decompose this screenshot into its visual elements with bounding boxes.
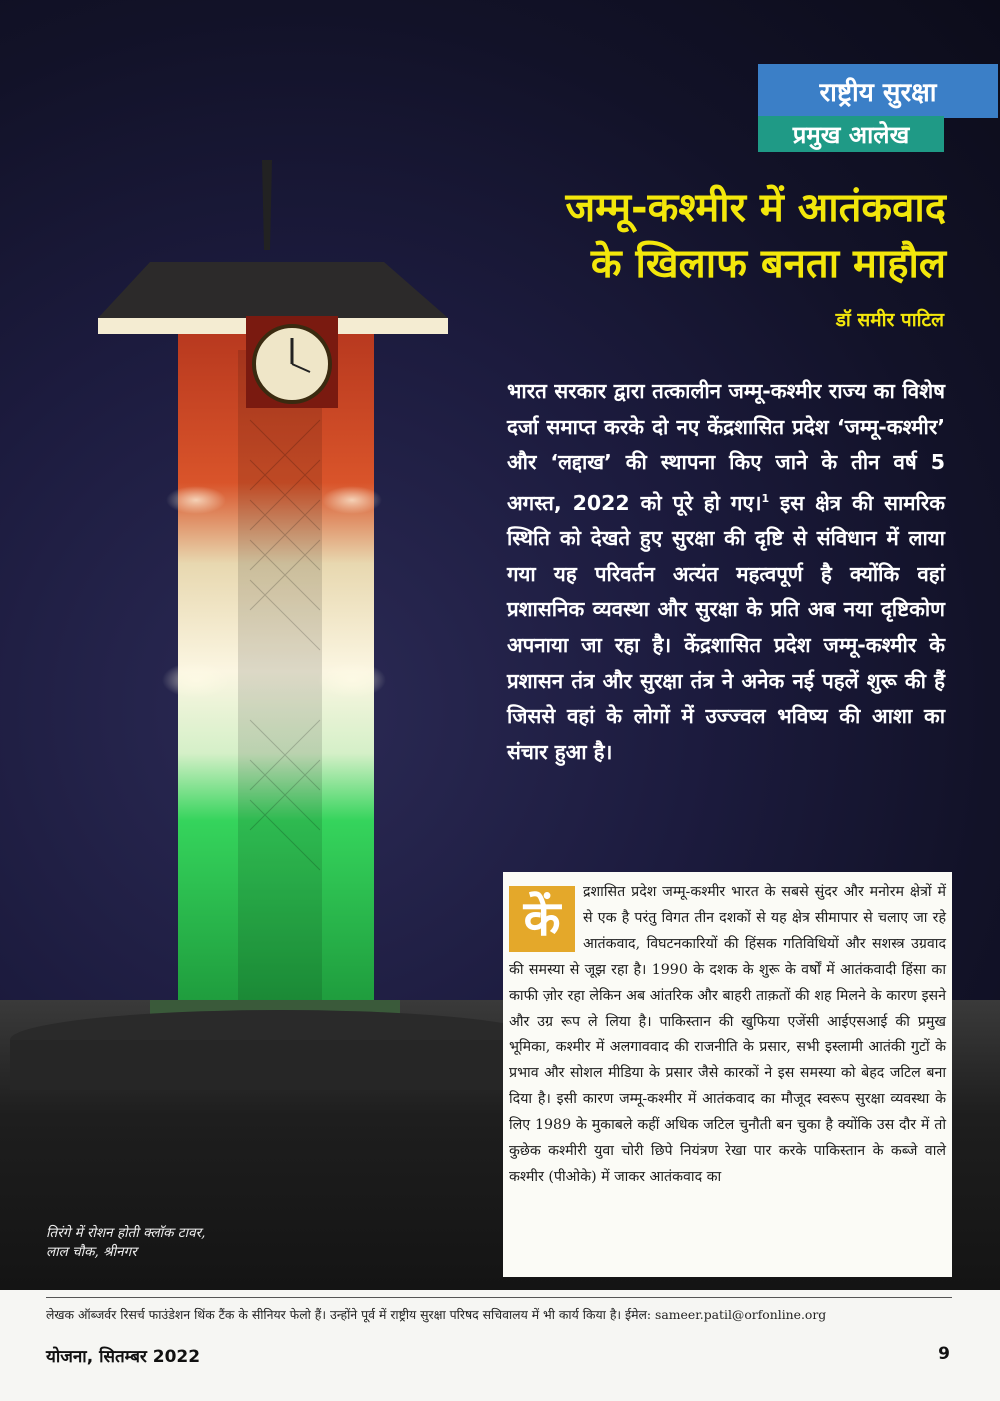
journal-name-date: योजना, सितम्बर 2022 [46, 1347, 201, 1367]
title-line-2: के खिलाफ बनता माहौल [590, 241, 946, 287]
caption-line-1: तिरंगे में रोशन होती क्लॉक टावर, [46, 1225, 206, 1241]
section-tag: राष्ट्रीय सुरक्षा [758, 64, 998, 118]
sub-section-tag: प्रमुख आलेख [758, 116, 944, 152]
light-glow [318, 662, 386, 698]
title-line-1: जम्मू-कश्मीर में आतंकवाद [565, 185, 946, 231]
roof [98, 262, 448, 318]
light-glow [322, 486, 382, 514]
base-wall [10, 1040, 550, 1090]
article-title [470, 180, 946, 292]
light-glow [162, 662, 230, 698]
body-text: द्रशासित प्रदेश जम्मू-कश्मीर भारत के सबसे सुंदर और मनोरम क्षेत्रों में से एक है परंतु विगत तीन दशकों से यह क्षेत्र सीमापार से चलाए जा रहे आतंकवाद, विघटनकारियों की हिंसक गतिविधियों और सशस्त्र उग्रवाद की समस्या से जूझ रहा है। 1990 के दशक के शुरू के वर्षों में आतंकवादी हिंसा का काफी ज़ोर रहा लेकिन अब आंतरिक और बाहरी ताक़तों की शह मिलने के कारण इसने और उग्र रूप ले लिया है। पाकिस्तान की खुफिया एजेंसी आईएसआई की प्रमुख भूमिका, कश्मीर में अलगाववाद की राजनीति के प्रसार, सभी इस्लामी आतंकी गुटों के प्रभाव और सोशल मीडिया के प्रसार जैसे कारकों ने इस समस्या को बेहद जटिल बना दिया है। इसी कारण जम्मू-कश्मीर में आतंकवाद का मौजूद स्वरूप सुरक्षा व्यवस्था के लिए 1989 के मुकाबले कहीं अधिक जटिल चुनौती बन चुका है क्योंकि उस दौर में तो कुछेक कश्मीरी युवा चोरी छिपे नियंत्रण रेखा पार करके पाकिस्तान के कब्जे वाले कश्मीर (पीओके) में जाकर आतंकवाद का [509, 884, 946, 1185]
page-number: 9 [938, 1344, 950, 1364]
author-byline: डॉ समीर पाटिल [835, 309, 944, 331]
spire [262, 160, 272, 250]
photo-caption [46, 1224, 306, 1262]
footnote-divider [46, 1297, 952, 1298]
drop-cap: कें [509, 886, 575, 952]
intro-text-part-1: भारत सरकार द्वारा तत्कालीन जम्मू-कश्मीर राज्य का विशेष दर्जा समाप्त करके दो नए केंद्रशासित प्रदेश ‘जम्मू-कश्मीर’ और ‘लद्दाख’ की स्थापना किए जाने के तीन वर्ष 5 अगस्त, 2022 को पूरे हो गए। [507, 379, 945, 515]
tower-recess [238, 350, 322, 1010]
intro-paragraph [507, 374, 945, 770]
light-glow [166, 486, 226, 514]
author-note: लेखक ऑब्जर्वर रिसर्च फाउंडेशन थिंक टैंक के सीनियर फेलो हैं। उन्होंने पूर्व में राष्ट्रीय सुरक्षा परिषद सचिवालय में भी कार्य किया है। ईमेल: sameer.patil@orfonline.org [46, 1307, 827, 1322]
intro-text-part-2: इस क्षेत्र की सामरिक स्थिति को देखते हुए सुरक्षा की दृष्टि से संविधान में लाया गया यह परिवर्तन अत्यंत महत्वपूर्ण है क्योंकि वहां प्रशासनिक व्यवस्था और सुरक्षा के प्रति अब नया दृष्टिकोण अपनाया जा रहा है। केंद्रशासित प्रदेश जम्मू-कश्मीर के प्रशासन तंत्र और सुरक्षा तंत्र ने अनेक नई पहलें शुरू की हैं जिससे वहां के लोगों में उज्ज्वल भविष्य की आशा का संचार हुआ है। [507, 490, 945, 764]
body-text-box [503, 872, 952, 1277]
footnote-ref: 1 [761, 491, 770, 505]
caption-line-2: लाल चौक, श्रीनगर [46, 1244, 137, 1260]
